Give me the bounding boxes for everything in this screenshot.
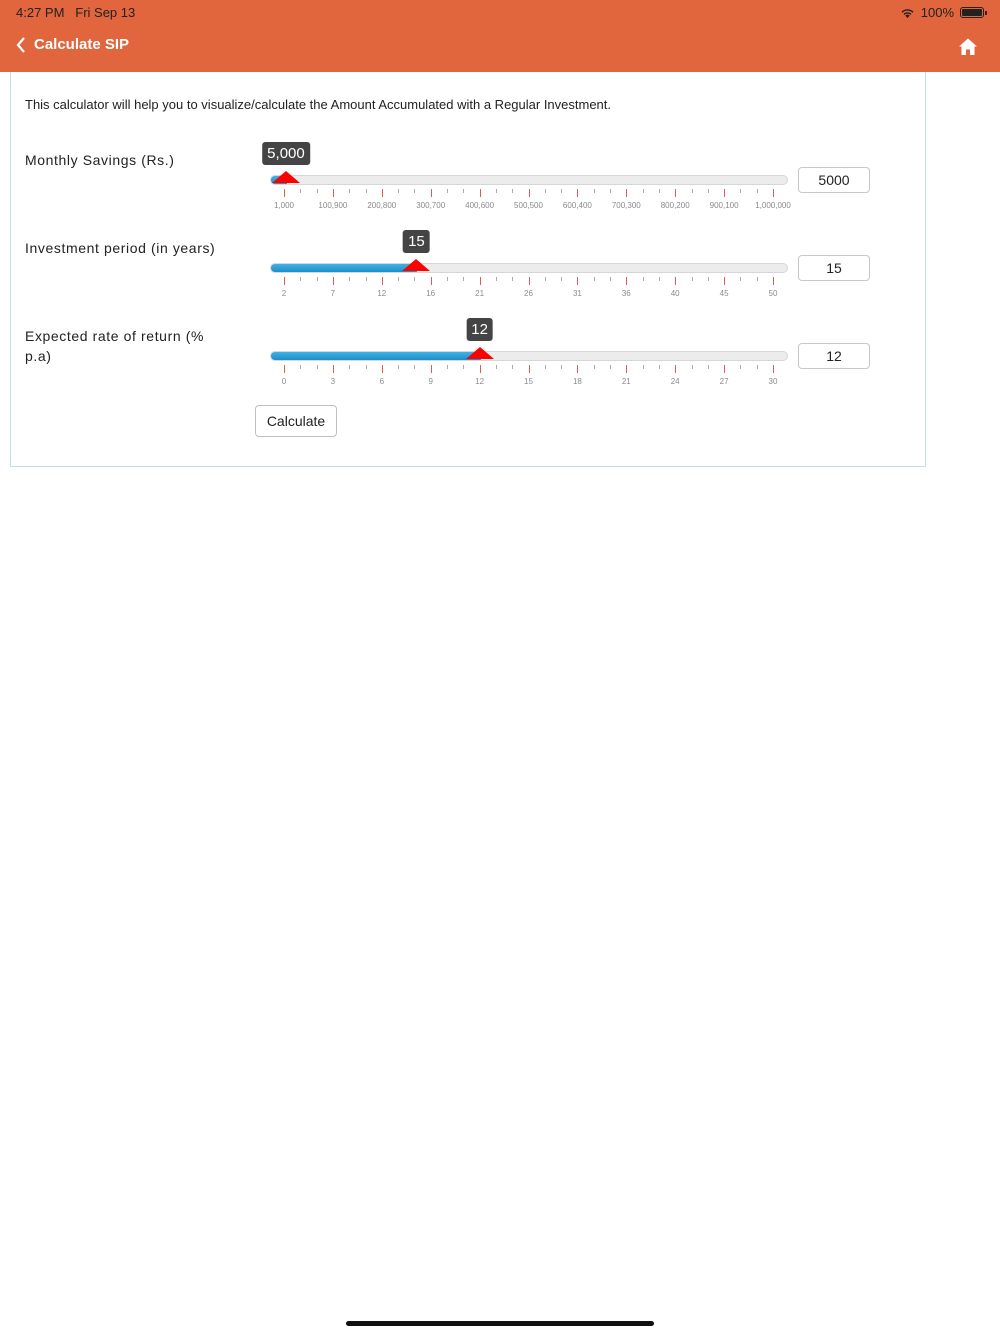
slider-tick-major (333, 189, 334, 197)
slider-thumb[interactable] (466, 347, 494, 359)
slider-tick-minor (366, 189, 367, 193)
slider-tick-minor (463, 365, 464, 369)
slider-tick-minor (692, 189, 693, 193)
slider-tick-minor (594, 189, 595, 193)
slider-tick-minor (740, 189, 741, 193)
slider-tick-minor (561, 189, 562, 193)
slider-tick-label: 500,500 (514, 201, 543, 210)
slider-tick-label: 1,000 (273, 201, 295, 210)
slider-tick-minor (414, 365, 415, 369)
slider-tick-minor (594, 365, 595, 369)
slider-tick-minor (708, 277, 709, 281)
slider-tick-minor (757, 365, 758, 369)
slider-tick-label: 700,300 (611, 201, 641, 210)
slider-tick-label: 27 (719, 377, 729, 386)
slider-tick-major (577, 365, 578, 373)
slider-tick-minor (496, 365, 497, 369)
slider-tick-label: 7 (330, 289, 336, 298)
slider-tick-minor (463, 189, 464, 193)
slider-tick-label: 12 (377, 289, 387, 298)
slider-tick-major (529, 189, 530, 197)
slider-tick-major (480, 189, 481, 197)
slider-tick-major (382, 189, 383, 197)
slider-tick-minor (643, 189, 644, 193)
slider-tick-major (284, 189, 285, 197)
slider-tick-major (773, 277, 774, 285)
slider-tick-label: 12 (475, 377, 485, 386)
slider-tick-major (675, 365, 676, 373)
slider-tick-minor (708, 189, 709, 193)
slider-tick-major (773, 365, 774, 373)
slider-tick-label: 21 (621, 377, 631, 386)
slider-tick-major (431, 365, 432, 373)
slider-tick-label: 36 (621, 289, 631, 298)
slider-tick-major (480, 277, 481, 285)
slider-tick-major (724, 189, 725, 197)
status-time: 4:27 PM Fri Sep 13 (16, 5, 136, 20)
slider-value-input[interactable]: 5000 (798, 167, 870, 193)
slider-tick-major (529, 277, 530, 285)
slider-tick-minor (317, 365, 318, 369)
slider-tick-minor (545, 277, 546, 281)
slider-tick-minor (740, 277, 741, 281)
slider-tick-label: 9 (428, 377, 433, 386)
slider-tick-label: 2 (281, 289, 287, 298)
slider-tick-label: 200,800 (367, 201, 397, 210)
slider-tick-label: 30 (768, 377, 778, 386)
slider-tick-minor (545, 189, 546, 193)
slider-tick-minor (447, 365, 448, 369)
slider-tick-minor (545, 365, 546, 369)
slider-tick-minor (317, 189, 318, 193)
slider-value-tooltip: 12 (466, 318, 493, 341)
slider-tick-major (333, 365, 334, 373)
slider-tick-minor (659, 189, 660, 193)
slider-tick-label: 31 (572, 289, 582, 298)
slider-tick-major (284, 277, 285, 285)
slider-tick-minor (512, 277, 513, 281)
slider-tick-minor (692, 277, 693, 281)
slider-tick-minor (300, 365, 301, 369)
slider-tick-minor (610, 189, 611, 193)
slider-tick-label: 40 (670, 289, 680, 298)
slider-tick-label: 800,200 (660, 201, 690, 210)
slider-tick-minor (414, 277, 415, 281)
slider-tick-minor (447, 277, 448, 281)
slider-tick-major (626, 277, 627, 285)
slider-tick-label: 26 (524, 289, 533, 298)
slider-tick-minor (496, 277, 497, 281)
slider-tick-label: 300,700 (416, 201, 446, 210)
slider-tick-label: 16 (426, 289, 436, 298)
slider-tick-major (284, 365, 285, 373)
slider-tick-major (675, 189, 676, 197)
home-indicator (346, 1321, 654, 1326)
slider-tick-major (431, 277, 432, 285)
slider-tick-minor (496, 189, 497, 193)
slider-tick-minor (349, 189, 350, 193)
slider-tick-major (577, 277, 578, 285)
status-bar (0, 0, 1000, 24)
slider-tick-label: 45 (719, 289, 729, 298)
slider-value-tooltip: 15 (403, 230, 430, 253)
slider-thumb[interactable] (272, 171, 300, 183)
slider-tick-minor (757, 189, 758, 193)
slider-tick-minor (692, 365, 693, 369)
slider-track[interactable] (270, 263, 788, 273)
slider-tick-minor (561, 277, 562, 281)
slider-tick-label: 0 (281, 377, 287, 386)
slider-tick-label: 18 (572, 377, 582, 386)
slider-tick-major (626, 189, 627, 197)
slider-tick-minor (349, 365, 350, 369)
slider-tick-major (724, 277, 725, 285)
slider-thumb[interactable] (402, 259, 430, 271)
status-right (900, 5, 984, 20)
slider-tick-minor (366, 365, 367, 369)
slider-tick-minor (643, 365, 644, 369)
slider-tick-label: 15 (524, 377, 533, 386)
wifi-icon (900, 7, 915, 18)
slider-tick-minor (610, 277, 611, 281)
slider-tick-major (431, 189, 432, 197)
page-title: Calculate SIP (34, 36, 130, 53)
chevron-left-icon (16, 37, 26, 53)
slider-tick-minor (708, 365, 709, 369)
slider-tick-label: 24 (670, 377, 680, 386)
slider-tick-minor (317, 277, 318, 281)
slider-value-input[interactable]: 15 (798, 255, 870, 281)
slider-tick-major (577, 189, 578, 197)
slider-label: Expected rate of return (% p.a) (25, 328, 205, 364)
slider-tick-major (773, 189, 774, 197)
slider-tick-minor (398, 277, 399, 281)
slider-tick-minor (463, 277, 464, 281)
slider-tick-label: 900,100 (709, 201, 739, 210)
slider-tick-minor (757, 277, 758, 281)
slider-tick-major (333, 277, 334, 285)
slider-fill (271, 264, 417, 272)
slider-tick-minor (594, 277, 595, 281)
slider-track[interactable] (270, 351, 788, 361)
slider-tick-minor (512, 189, 513, 193)
slider-tick-major (724, 365, 725, 373)
back-button[interactable] (16, 36, 129, 53)
slider-tick-major (382, 365, 383, 373)
slider-tick-minor (366, 277, 367, 281)
slider-tick-label: 1,000,000 (755, 201, 791, 210)
slider-tick-minor (643, 277, 644, 281)
slider-tick-minor (740, 365, 741, 369)
slider-tick-major (675, 277, 676, 285)
slider-tick-major (382, 277, 383, 285)
slider-tick-minor (561, 365, 562, 369)
slider-tick-minor (300, 189, 301, 193)
slider-tick-label: 21 (475, 289, 485, 298)
slider-tick-label: 600,400 (562, 201, 592, 210)
slider-value-input[interactable]: 12 (798, 343, 870, 369)
slider-tick-label: 100,900 (318, 201, 348, 210)
home-icon[interactable] (958, 37, 978, 57)
battery-percent: 100% (920, 5, 954, 20)
slider-tick-minor (512, 365, 513, 369)
slider-tick-label: 3 (330, 377, 336, 386)
slider-tick-minor (610, 365, 611, 369)
slider-tick-minor (447, 189, 448, 193)
slider-tick-major (480, 365, 481, 373)
slider-tick-major (626, 365, 627, 373)
slider-tick-minor (398, 365, 399, 369)
slider-tick-minor (349, 277, 350, 281)
intro-text: This calculator will help you to visualize/calculate the Amount Accumulated with a Regular Investment. (25, 97, 612, 112)
calculate-button[interactable]: Calculate (255, 405, 337, 437)
slider-tick-minor (659, 365, 660, 369)
slider-tick-major (529, 365, 530, 373)
slider-label: Monthly Savings (Rs.) (25, 152, 175, 168)
slider-label: Investment period (in years) (25, 240, 216, 256)
battery-icon (960, 7, 984, 18)
slider-fill (271, 352, 481, 360)
slider-tick-label: 6 (379, 377, 385, 386)
slider-tick-minor (659, 277, 660, 281)
slider-tick-minor (300, 277, 301, 281)
slider-tick-label: 50 (768, 289, 778, 298)
slider-value-tooltip: 5,000 (262, 142, 310, 165)
slider-track[interactable] (270, 175, 788, 185)
slider-tick-minor (414, 189, 415, 193)
slider-tick-label: 400,600 (465, 201, 495, 210)
slider-tick-minor (398, 189, 399, 193)
